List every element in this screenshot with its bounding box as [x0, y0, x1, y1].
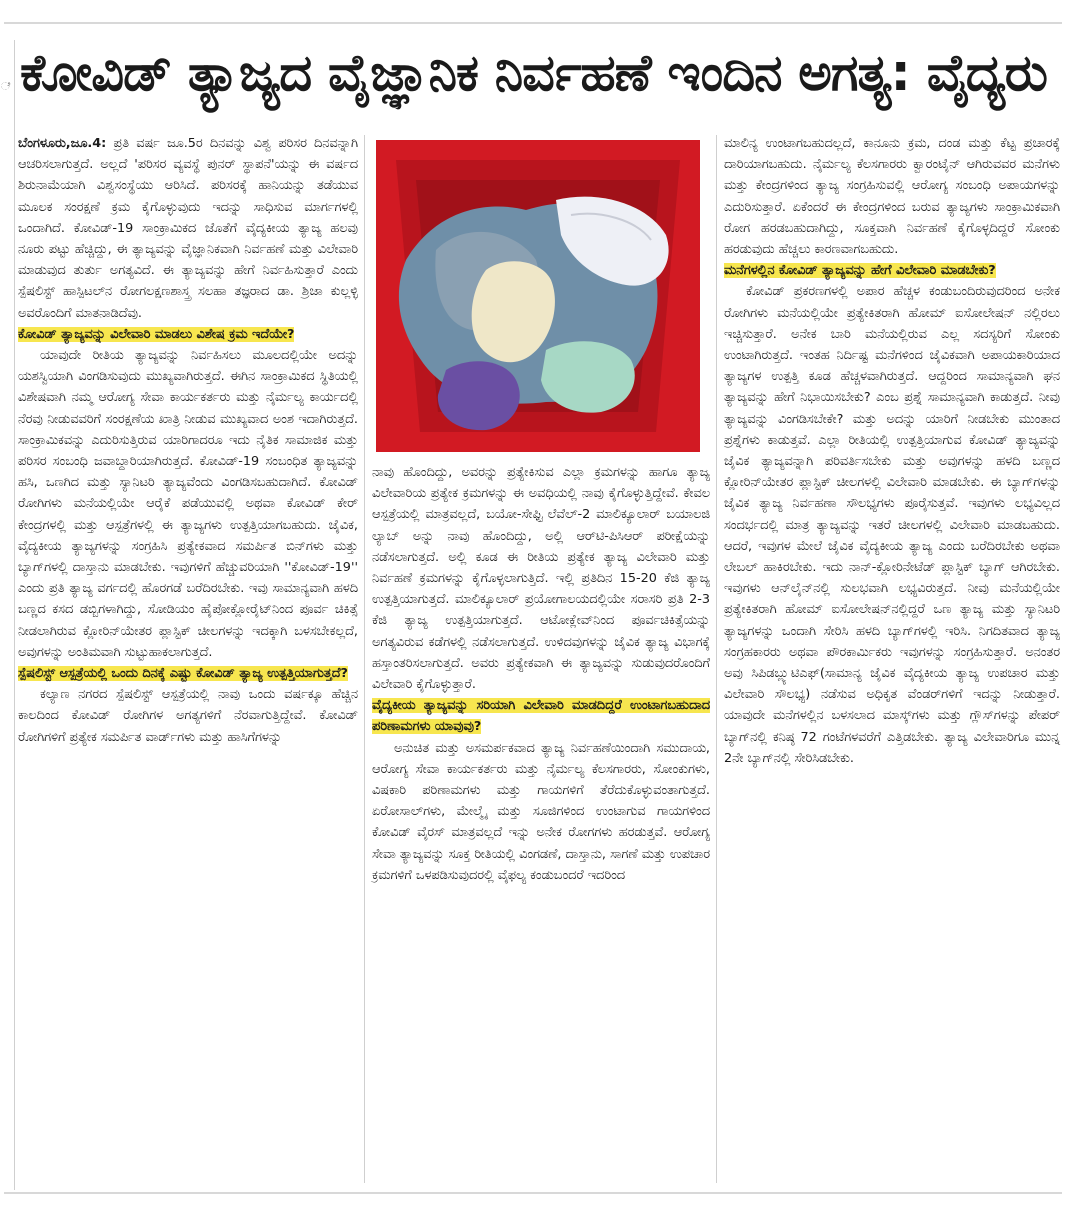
question-2-text: ಸ್ಪೆಷಲಿಸ್ಟ್ ಆಸ್ಪತ್ರೆಯಲ್ಲಿ ಒಂದು ದಿನಕ್ಕೆ ಎಷ್ಟು ಕೋವಿಡ್ ತ್ಯಾಜ್ಯ ಉತ್ಪತ್ತಿಯಾಗುತ್ತದೆ? — [18, 666, 348, 682]
answer-3-start: ಅನುಚಿತ ಮತ್ತು ಅಸಮರ್ಪಕವಾದ ತ್ಯಾಜ್ಯ ನಿರ್ವಹಣೆಯಿಂದಾಗಿ ಸಮುದಾಯ, ಆರೋಗ್ಯ ಸೇವಾ ಕಾರ್ಯಕರ್ತರು ಮತ್ತು ನೈರ್ಮಲ್ಯ ಕೆಲಸಗಾರರು, ಸೋಂಕುಗಳು, ವಿಷಕಾರಿ ಪರಿಣಾಮಗಳು ಮತ್ತು ಗಾಯಗಳಿಗೆ ತೆರೆದುಕೊಳ್ಳುವಂತಾಗುತ್ತದೆ. ಏರೋಸಾಲ್‌ಗಳು, ಮೇಲ್ಮೈ ಮತ್ತು ಸೂಜಿಗಳಿಂದ ಉಂಟಾಗುವ ಗಾಯಗಳಿಂದ ಕೋವಿಡ್ ವೈರಸ್ ಮಾತ್ರವಲ್ಲದೆ ಇನ್ನು ಅನೇಕ ರೋಗಗಳು ಹರಡುತ್ತವೆ. ಆರೋಗ್ಯ ಸೇವಾ ತ್ಯಾಜ್ಯವನ್ನು ಸೂಕ್ತ ರೀತಿಯಲ್ಲಿ ವಿಂಗಡಣೆ, ದಾಸ್ತಾನು, ಸಾಗಣೆ ಮತ್ತು ಉಪಚಾರ ಕ್ರಮಗಳಿಗೆ ಒಳಪಡಿಸುವುದರಲ್ಲಿ ವೈಫಲ್ಯ ಕಂಡುಬಂದರೆ ಇದರಿಂದ — [372, 740, 710, 883]
article-column-2 — [372, 462, 710, 1185]
answer-2-continued: ನಾವು ಹೊಂದಿದ್ದು, ಅವರನ್ನು ಪ್ರತ್ಯೇಕಿಸುವ ಎಲ್ಲಾ ಕ್ರಮಗಳನ್ನು ಹಾಗೂ ತ್ಯಾಜ್ಯ ವಿಲೇವಾರಿಯ ಪ್ರತ್ಯೇಕ ಕ್ರಮಗಳನ್ನು ಈ ಅವಧಿಯಲ್ಲಿ ನಾವು ಕೈಗೊಳ್ಳುತ್ತಿದ್ದೇವೆ. ಕೇವಲ ಆಸ್ಪತ್ರೆಯಲ್ಲಿ ಮಾತ್ರವಲ್ಲದೆ, ಬಯೋ-ಸೇಫ್ಟಿ ಲೆವೆಲ್-2 ಮಾಲಿಕ್ಯೂಲಾರ್ ಬಯಾಲಜಿ ಲ್ಯಾಬ್ ಅನ್ನು ನಾವು ಹೊಂದಿದ್ದು, ಅಲ್ಲಿ ಆರ್‌ಟಿ-ಪಿಸಿಆರ್ ಪರೀಕ್ಷೆಯನ್ನು ನಡೆಸಲಾಗುತ್ತದೆ. ಅಲ್ಲಿ ಕೂಡ ಈ ರೀತಿಯ ಪ್ರತ್ಯೇಕ ತ್ಯಾಜ್ಯ ವಿಲೇವಾರಿ ಮತ್ತು ನಿರ್ವಹಣೆ ಕ್ರಮಗಳನ್ನು ಕೈಗೊಳ್ಳಲಾಗುತ್ತಿದೆ. ಇಲ್ಲಿ ಪ್ರತಿದಿನ 15-20 ಕೆಜಿ ತ್ಯಾಜ್ಯ ಉತ್ಪತ್ತಿಯಾಗುತ್ತದೆ. ಮಾಲಿಕ್ಯೂಲಾರ್ ಪ್ರಯೋಗಾಲಯದಲ್ಲಿಯೇ ಸರಾಸರಿ ಪ್ರತಿ 2-3 ಕೆಜಿ ತ್ಯಾಜ್ಯ ಉತ್ಪತ್ತಿಯಾಗುತ್ತದೆ. ಆಟೋಕ್ಲೇವ್‌ನಿಂದ ಪೂರ್ವಚಿಕಿತ್ಸೆಯನ್ನು ಅಗತ್ಯವಿರುವ ಕಡೆಗಳಲ್ಲಿ ನಡೆಸಲಾಗುತ್ತದೆ. ಉಳಿದವುಗಳನ್ನು ಜೈವಿಕ ತ್ಯಾಜ್ಯ ವಿಭಾಗಕ್ಕೆ ಹಸ್ತಾಂತರಿಸಲಾಗುತ್ತದೆ. ಅವರು ಪ್ರತ್ಯೇಕವಾಗಿ ಈ ತ್ಯಾಜ್ಯವನ್ನು ಸುಡುವುದರೊಂದಿಗೆ ವಿಲೇವಾರಿ ಕೈಗೊಳ್ಳುತ್ತಾರೆ. — [372, 465, 710, 693]
question-4 — [724, 260, 1060, 281]
column-divider — [364, 135, 365, 1183]
answer-2-start: ಕಲ್ಯಾಣ ನಗರದ ಸ್ಪೆಷಲಿಸ್ಟ್ ಆಸ್ಪತ್ರೆಯಲ್ಲಿ ನಾವು ಒಂದು ವರ್ಷಕ್ಕೂ ಹೆಚ್ಚಿನ ಕಾಲದಿಂದ ಕೋವಿಡ್ ರೋಗಿಗಳ ಅಗತ್ಯಗಳಿಗೆ ನೆರವಾಗುತ್ತಿದ್ದೇವೆ. ಕೋವಿಡ್ ರೋಗಿಗಳಿಗೆ ಪ್ರತ್ಯೇಕ ಸಮರ್ಪಿತ ವಾರ್ಡ್‌ಗಳು ಮತ್ತು ಹಾಸಿಗೆಗಳನ್ನು — [18, 687, 358, 745]
question-1-text: ಕೋವಿಡ್ ತ್ಯಾಜ್ಯವನ್ನು ವಿಲೇವಾರಿ ಮಾಡಲು ವಿಶೇಷ ಕ್ರಮ ಇದೆಯೇ? — [18, 326, 295, 342]
edge-fragment-text: ೆ — [1, 80, 11, 93]
dateline: ಬೆಂಗಳೂರು,ಜೂ.4: — [18, 136, 107, 151]
waste-bin-illustration — [376, 140, 700, 452]
answer-3-continued: ಮಾಲಿನ್ಯ ಉಂಟಾಗಬಹುದಲ್ಲದೆ, ಕಾನೂನು ಕ್ರಮ, ದಂಡ ಮತ್ತು ಕೆಟ್ಟ ಪ್ರಚಾರಕ್ಕೆ ದಾರಿಯಾಗಬಹುದು. ನೈರ್ಮಲ್ಯ ಕೆಲಸಗಾರರು ಕ್ವಾರಂಟೈನ್ ಆಗಿರುವವರ ಮನೆಗಳು ಮತ್ತು ಕೇಂದ್ರಗಳಿಂದ ತ್ಯಾಜ್ಯ ಸಂಗ್ರಹಿಸುವಲ್ಲಿ ಆರೋಗ್ಯ ಸಂಬಂಧಿ ಅಪಾಯಗಳನ್ನು ಎದುರಿಸುತ್ತಾರೆ. ಏಕೆಂದರೆ ಈ ಕೇಂದ್ರಗಳಿಂದ ಬರುವ ತ್ಯಾಜ್ಯಗಳು ಸಾಂಕ್ರಾಮಿಕವಾಗಿ ರೋಗ ಹರಡಬಹುದಾಗಿದ್ದು, ಸೂಕ್ತವಾಗಿ ನಿರ್ವಹಣೆ ಕೈಗೊಳ್ಳದಿದ್ದರೆ ಸೋಂಕು ಹರಡುವುದು ಹೆಚ್ಚಲು ಕಾರಣವಾಗಬಹುದು. — [724, 136, 1060, 258]
headline: ಕೋವಿಡ್ ತ್ಯಾಜ್ಯದ ವೈಜ್ಞಾನಿಕ ನಿರ್ವಹಣೆ ಇಂದಿನ ಅಗತ್ಯ: ವೈದ್ಯರು — [20, 44, 1047, 103]
question-3 — [372, 695, 710, 737]
intro-text: ಪ್ರತಿ ವರ್ಷ ಜೂ.5ರ ದಿನವನ್ನು ವಿಶ್ವ ಪರಿಸರ ದಿನವನ್ನಾಗಿ ಆಚರಿಸಲಾಗುತ್ತದೆ. ಅಲ್ಲದೆ 'ಪರಿಸರ ವ್ಯವಸ್ಥೆ ಪುನರ್ ಸ್ಥಾಪನೆ'ಯನ್ನು ಈ ವರ್ಷದ ಶಿರುನಾಮೆಯಾಗಿ ವಿಶ್ವಸಂಸ್ಥೆಯು ಆರಿಸಿದೆ. ಪರಿಸರಕ್ಕೆ ಹಾನಿಯನ್ನು ತಡೆಯುವ ಮೂಲಕ ಸಂರಕ್ಷಣೆ ಕ್ರಮ ಕೈಗೊಳ್ಳುವುದು ಇದನ್ನು ಸಾಧಿಸುವ ಮಾರ್ಗಗಳಲ್ಲಿ ಒಂದಾಗಿದೆ. ಕೋವಿಡ್-19 ಸಾಂಕ್ರಾಮಿಕದ ಜೊತೆಗೆ ವೈದ್ಯಕೀಯ ತ್ಯಾಜ್ಯ ಹಲವು ನೂರು ಪಟ್ಟು ಹೆಚ್ಚಿದ್ದು, ಈ ತ್ಯಾಜ್ಯವನ್ನು ವೈಜ್ಞಾನಿಕವಾಗಿ ನಿರ್ವಹಣೆ ಮತ್ತು ವಿಲೇವಾರಿ ಮಾಡುವುದ ತುರ್ತು ಅಗತ್ಯವಿದೆ. ಈ ತ್ಯಾಜ್ಯವನ್ನು ಹೇಗೆ ನಿರ್ವಹಿಸುತ್ತಾರೆ ಎಂದು ಸ್ಪೆಷಲಿಸ್ಟ್ ಹಾಸ್ಪಿಟಲ್‌ನ ರೋಗಲಕ್ಷಣಶಾಸ್ತ್ರ ಸಲಹಾ ತಜ್ಞರಾದ ಡಾ. ಶ್ರಿಜಾ ಕುಲ್ಲಳ್ಳಿ ಅವರೊಂದಿಗೆ ಮಾತನಾಡಿದೆವು. — [18, 136, 358, 321]
question-1 — [18, 324, 358, 345]
medical-waste-bin-photo — [376, 140, 700, 452]
question-3-text: ವೈದ್ಯಕೀಯ ತ್ಯಾಜ್ಯವನ್ನು ಸರಿಯಾಗಿ ವಿಲೇವಾರಿ ಮಾಡದಿದ್ದರೆ ಉಂಟಾಗಬಹುದಾದ ಪರಿಣಾಮಗಳು ಯಾವುವು? — [372, 698, 710, 735]
article-column-3 — [724, 133, 1060, 1185]
question-4-text: ಮನೆಗಳಲ್ಲಿನ ಕೋವಿಡ್ ತ್ಯಾಜ್ಯವನ್ನು ಹೇಗೆ ವಿಲೇವಾರಿ ಮಾಡಬೇಕು? — [724, 263, 996, 279]
question-2 — [18, 663, 358, 684]
purple-glove — [438, 361, 520, 430]
answer-1: ಯಾವುದೇ ರೀತಿಯ ತ್ಯಾಜ್ಯವನ್ನು ನಿರ್ವಹಿಸಲು ಮೂಲದಲ್ಲಿಯೇ ಅದನ್ನು ಯಶಸ್ವಿಯಾಗಿ ವಿಂಗಡಿಸುವುದು ಮುಖ್ಯವಾಗಿರುತ್ತದೆ. ಈಗಿನ ಸಾಂಕ್ರಾಮಿಕದ ಸ್ಥಿತಿಯಲ್ಲಿ ವಿಶೇಷವಾಗಿ ನಮ್ಮ ಆರೋಗ್ಯ ಸೇವಾ ಕಾರ್ಯಕರ್ತರು ಮತ್ತು ನೈರ್ಮಲ್ಯ ಕಾರ್ಯದಲ್ಲಿ ನೆರವು ನೀಡುವವರಿಗೆ ಸಂರಕ್ಷಣೆಯ ಖಾತ್ರಿ ನೀಡುವ ಮುಖ್ಯವಾದ ಅಂಶ ಇದಾಗಿರುತ್ತದೆ. ಸಾಂಕ್ರಾಮಿಕವನ್ನು ಎದುರಿಸುತ್ತಿರುವ ಯಾರಿಗಾದರೂ ಇದು ನೈತಿಕ ಸಾಮಾಜಿಕ ಮತ್ತು ಪರಿಸರ ಸಂಬಂಧಿ ಜವಾಬ್ದಾರಿಯಾಗಿರುತ್ತದೆ. ಕೋವಿಡ್-19 ಸಂಬಂಧಿತ ತ್ಯಾಜ್ಯವನ್ನು ಹಸಿ, ಒಣಗಿದ ಮತ್ತು ಸ್ಯಾನಿಟರಿ ತ್ಯಾಜ್ಯವೆಂದು ವಿಂಗಡಿಸಬಹುದಾಗಿದೆ. ಕೋವಿಡ್ ರೋಗಿಗಳು ಮನೆಯಲ್ಲಿಯೇ ಆರೈಕೆ ಪಡೆಯುವಲ್ಲಿ ಅಥವಾ ಕೋವಿಡ್ ಕೇರ್ ಕೇಂದ್ರಗಳಲ್ಲಿ ಮತ್ತು ಆಸ್ಪತ್ರೆಗಳಲ್ಲಿ ಈ ತ್ಯಾಜ್ಯಗಳು ಉತ್ಪತ್ತಿಯಾಗಬಹುದು. ಜೈವಿಕ, ವೈದ್ಯಕೀಯ ತ್ಯಾಜ್ಯಗಳನ್ನು ಸಂಗ್ರಹಿಸಿ ಪ್ರತ್ಯೇಕವಾದ ಸಮರ್ಪಿತ ಬಿನ್‌ಗಳು ಮತ್ತು ಬ್ಯಾಗ್‌ಗಳಲ್ಲಿ ದಾಸ್ತಾನು ಮಾಡಬೇಕು. ಇವುಗಳಿಗೆ ಹೆಚ್ಚುವರಿಯಾಗಿ ''ಕೋವಿಡ್-19'' ಎಂದು ಪ್ರತಿ ತ್ಯಾಜ್ಯ ವರ್ಗದಲ್ಲಿ ಹೊರಗಡೆ ಬರೆದಿರಬೇಕು. ಇವು ಸಾಮಾನ್ಯವಾಗಿ ಹಳದಿ ಬಣ್ಣದ ಕಸದ ಡಬ್ಬಿಗಳಾಗಿದ್ದು, ಸೋಡಿಯಂ ಹೈಪೋಕ್ಲೋರೈಟ್‌ನಿಂದ ಪೂರ್ವ ಚಿಕಿತ್ಸೆ ನೀಡಲಾಗಿರುವ ಕ್ಲೋರಿನ್‌ಯೇತರ ಪ್ಲಾಸ್ಟಿಕ್ ಚೀಲಗಳನ್ನು ಇದಕ್ಕಾಗಿ ಬಳಸಬೇಕಲ್ಲದೆ, ಅವುಗಳನ್ನು ಅಂತಿಮವಾಗಿ ಸುಟ್ಟುಹಾಕಲಾಗುತ್ತದೆ. — [18, 348, 358, 660]
answer-4: ಕೋವಿಡ್ ಪ್ರಕರಣಗಳಲ್ಲಿ ಅಪಾರ ಹೆಚ್ಚಳ ಕಂಡುಬಂದಿರುವುದರಿಂದ ಅನೇಕ ರೋಗಿಗಳು ಮನೆಯಲ್ಲಿಯೇ ಪ್ರತ್ಯೇಕಿತರಾಗಿ ಹೋಮ್ ಐಸೋಲೇಷನ್ ನಲ್ಲಿರಲು ಇಚ್ಚಿಸುತ್ತಾರೆ. ಅನೇಕ ಬಾರಿ ಮನೆಯಲ್ಲಿರುವ ಎಲ್ಲ ಸದಸ್ಯರಿಗೆ ಸೋಂಕು ಉಂಟಾಗಿರುತ್ತದೆ. ಇಂತಹ ನಿರ್ದಿಷ್ಟ ಮನೆಗಳಿಂದ ಜೈವಿಕವಾಗಿ ಅಪಾಯಕಾರಿಯಾದ ತ್ಯಾಜ್ಯಗಳ ಉತ್ಪತ್ತಿ ಕೂಡ ಹೆಚ್ಚಳವಾಗಿರುತ್ತದೆ. ಆದ್ದರಿಂದ ಸಾಮಾನ್ಯವಾಗಿ ಘನ ತ್ಯಾಜ್ಯವನ್ನು ಹೇಗೆ ನಿಭಾಯಿಸಬೇಕು? ಎಂಬ ಪ್ರಶ್ನೆ ಸಾಮಾನ್ಯವಾಗಿ ಕಾಡುತ್ತದೆ. ನೀವು ತ್ಯಾಜ್ಯವನ್ನು ವಿಂಗಡಿಸಬೇಕೇ? ಮತ್ತು ಅದನ್ನು ಯಾರಿಗೆ ನೀಡಬೇಕು ಮುಂತಾದ ಪ್ರಶ್ನೆಗಳು ಕಾಡುತ್ತವೆ. ಎಲ್ಲಾ ರೀತಿಯಲ್ಲಿ ಉತ್ಪತ್ತಿಯಾಗುವ ಕೋವಿಡ್ ತ್ಯಾಜ್ಯವನ್ನು ಜೈವಿಕ ತ್ಯಾಜ್ಯವನ್ನಾಗಿ ಪರಿವರ್ತಿಸಬೇಕು ಮತ್ತು ಅವುಗಳನ್ನು ಹಳದಿ ಬಣ್ಣದ ಕ್ಲೋರಿನ್‌ಯೇತರ ಪ್ಲಾಸ್ಟಿಕ್ ಚೀಲಗಳಲ್ಲಿ ವಿಲೇವಾರಿ ಮಾಡಬೇಕು. ಈ ಬ್ಯಾಗ್‌ಗಳನ್ನು ಜೈವಿಕ ತ್ಯಾಜ್ಯ ನಿರ್ವಹಣಾ ಸೌಲಭ್ಯಗಳು ಪೂರೈಸುತ್ತವೆ. ಇವುಗಳು ಲಭ್ಯವಿಲ್ಲದ ಸಂದರ್ಭದಲ್ಲಿ ಮಾತ್ರ ತ್ಯಾಜ್ಯವನ್ನು ಇತರೆ ಚೀಲಗಳಲ್ಲಿ ವಿಲೇವಾರಿ ಮಾಡಬಹುದು. ಆದರೆ, ಇವುಗಳ ಮೇಲೆ ಜೈವಿಕ ವೈದ್ಯಕೀಯ ತ್ಯಾಜ್ಯ ಎಂದು ಬರೆದಿರಬೇಕು ಅಥವಾ ಲೇಬಲ್ ಹಾಕಿರಬೇಕು. ಇದು ನಾನ್-ಕ್ಲೋರಿನೇಟೆಡ್ ಪ್ಲಾಸ್ಟಿಕ್ ಬ್ಯಾಗ್ ಆಗಿರಬೇಕು. ಇವುಗಳು ಆನ್‌ಲೈನ್‌ನಲ್ಲಿ ಸುಲಭವಾಗಿ ಲಭ್ಯವಿರುತ್ತದೆ. ನೀವು ಮನೆಯಲ್ಲಿಯೇ ಪ್ರತ್ಯೇಕಿತರಾಗಿ ಹೋಮ್ ಐಸೋಲೇಷನ್‌ನಲ್ಲಿದ್ದರೆ ಒಣ ತ್ಯಾಜ್ಯ ಮತ್ತು ಸ್ಯಾನಿಟರಿ ತ್ಯಾಜ್ಯಗಳನ್ನು ಒಂದಾಗಿ ಸೇರಿಸಿ ಹಳದಿ ಬ್ಯಾಗ್‌ಗಳಲ್ಲಿ ಇರಿಸಿ. ನಿಗದಿತವಾದ ತ್ಯಾಜ್ಯ ಸಂಗ್ರಹಕಾರರು ಅಥವಾ ಪೌರಕಾರ್ಮಿಕರು ಇವುಗಳನ್ನು ಸಂಗ್ರಹಿಸುತ್ತಾರೆ. ಅನಂತರ ಅವು ಸಿಪಿಡಬ್ಲ್ಯುಟಿಎಫ್(ಸಾಮಾನ್ಯ ಜೈವಿಕ ವೈದ್ಯಕೀಯ ತ್ಯಾಜ್ಯ ಉಪಚಾರ ಮತ್ತು ವಿಲೇವಾರಿ ಸೌಲಭ್ಯ) ನಡೆಸುವ ಅಧಿಕೃತ ವೆಂಡರ್‌ಗಳಿಗೆ ಇದನ್ನು ನೀಡುತ್ತಾರೆ. ಯಾವುದೇ ಮನೆಗಳಲ್ಲಿನ ಬಳಸಲಾದ ಮಾಸ್ಕ್‌ಗಳು ಮತ್ತು ಗ್ಲೌಸ್‌ಗಳನ್ನು ಪೇಪರ್ ಬ್ಯಾಗ್‌ನಲ್ಲಿ ಕನಿಷ್ಠ 72 ಗಂಟೆಗಳವರೆಗೆ ಎತ್ತಿಡಬೇಕು. ತ್ಯಾಜ್ಯ ವಿಲೇವಾರಿಗೂ ಮುನ್ನ 2ನೇ ಬ್ಯಾಗ್‌ನಲ್ಲಿ ಸೇರಿಸಿಡಬೇಕು. — [724, 284, 1060, 766]
article-column-1 — [18, 133, 358, 1185]
adjacent-page-edge — [0, 40, 15, 1190]
intro-paragraph — [18, 133, 358, 324]
column-divider — [716, 135, 717, 1183]
